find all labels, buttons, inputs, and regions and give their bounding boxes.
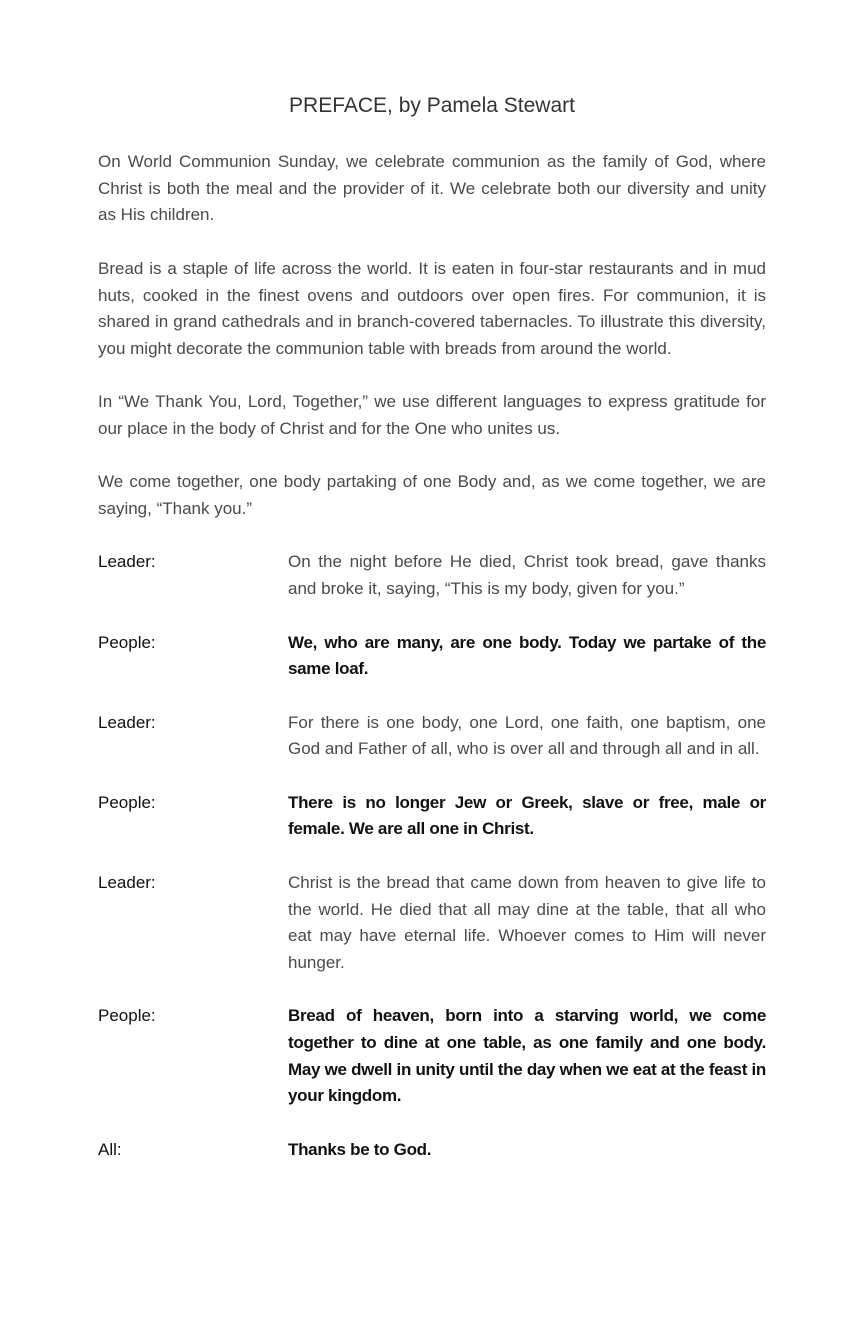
- litany-text: On the night before He died, Christ took bread, gave thanks and broke it, saying, “This is my body, given for you.”: [288, 552, 766, 599]
- paragraph: Bread is a staple of life across the world. It is eaten in four-star restaurants and in mud huts, cooked in the finest ovens and outdoors over open fires. For communion, it is shared in grand cathedrals and in branch-covered tabernacles. To illustrate this diversity, you might decorate the communion table with breads from around the world.: [98, 258, 766, 358]
- litany-line-leader: [98, 870, 766, 977]
- speaker-label: People:: [98, 792, 156, 812]
- litany-line-people: [98, 630, 766, 683]
- speaker-label: Leader:: [98, 552, 156, 572]
- litany-line-leader: [98, 549, 766, 602]
- speaker-label: People:: [98, 632, 156, 652]
- litany-line-people: [98, 1003, 766, 1110]
- paragraph: In “We Thank You, Lord, Together,” we use different languages to express gratitude for our place in the body of Christ and for the One who unites us.: [98, 392, 766, 438]
- speaker-label: All:: [98, 1139, 122, 1159]
- speaker-label: People:: [98, 1006, 156, 1026]
- document-body: [98, 149, 766, 1190]
- litany-text: Bread of heaven, born into a starving world, we come together to dine at one table, as one family and one body. May we dwell in unity until the day when we eat at the feast in your kingdom.: [288, 1006, 766, 1106]
- page-title: PREFACE, by Pamela Stewart: [289, 94, 575, 117]
- litany-text: There is no longer Jew or Greek, slave or free, male or female. We are all one in Christ.: [288, 792, 766, 839]
- paragraph: On World Communion Sunday, we celebrate communion as the family of God, where Christ is both the meal and the provider of it. We celebrate both our diversity and unity as His children.: [98, 152, 766, 225]
- speaker-label: Leader:: [98, 712, 156, 732]
- litany-text: Thanks be to God.: [288, 1139, 432, 1159]
- litany-text: Christ is the bread that came down from heaven to give life to the world. He died that all may dine at the table, that all who eat may have eternal life. Whoever comes to Him will never hunger.: [288, 872, 766, 972]
- litany-line-all: [98, 1137, 766, 1164]
- litany-line-people: [98, 790, 766, 843]
- litany-line-leader: [98, 710, 766, 763]
- speaker-label: Leader:: [98, 872, 156, 892]
- paragraph: We come together, one body partaking of one Body and, as we come together, we are saying, “Thank you.”: [98, 472, 766, 519]
- litany-text: We, who are many, are one body. Today we partake of the same loaf.: [288, 632, 766, 679]
- litany-text: For there is one body, one Lord, one faith, one baptism, one God and Father of all, who is over all and through all and in all.: [288, 712, 766, 759]
